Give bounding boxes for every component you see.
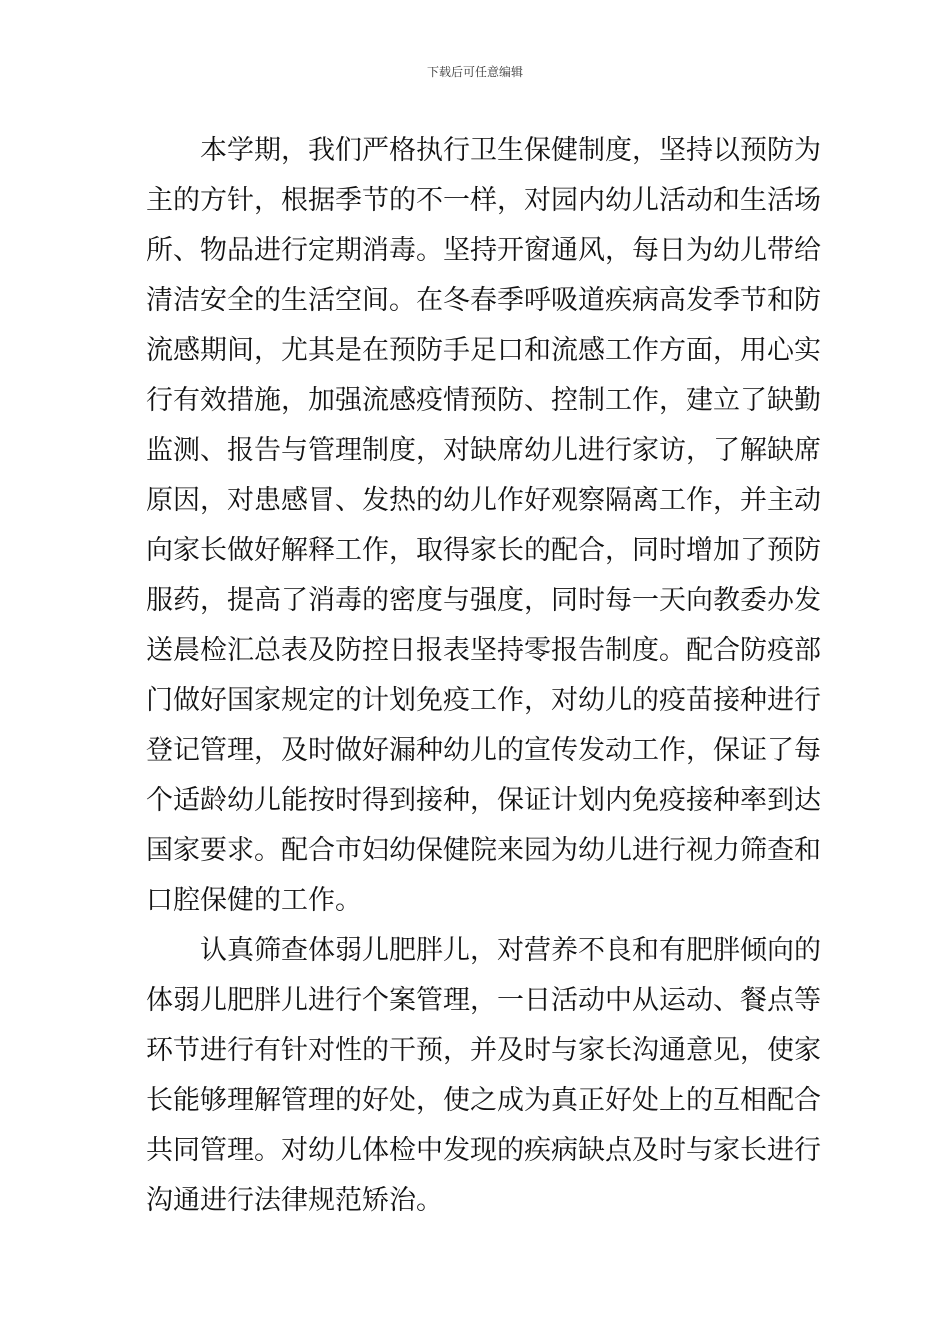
paragraph-line: 本学期，我们严格执行卫生保健制度，坚持以预防为 — [200, 135, 821, 166]
paragraph-line: 清洁安全的生活空间。在冬春季呼吸道疾病高发季节和防 — [146, 285, 821, 316]
paragraph-line: 长能够理解管理的好处，使之成为真正好处上的互相配合 — [146, 1085, 821, 1116]
paragraph-line: 体弱儿肥胖儿进行个案管理，一日活动中从运动、餐点等 — [146, 985, 821, 1016]
paragraph-line: 国家要求。配合市妇幼保健院来园为幼儿进行视力筛查和 — [146, 835, 821, 866]
paragraph-line: 所、物品进行定期消毒。坚持开窗通风，每日为幼儿带给 — [146, 235, 821, 266]
paragraph-line: 送晨检汇总表及防控日报表坚持零报告制度。配合防疫部 — [146, 635, 821, 666]
paragraph-line: 监测、报告与管理制度，对缺席幼儿进行家访，了解缺席 — [146, 435, 821, 466]
paragraph-line: 主的方针，根据季节的不一样，对园内幼儿活动和生活场 — [146, 185, 821, 216]
paragraph-line: 向家长做好解释工作，取得家长的配合，同时增加了预防 — [146, 535, 821, 566]
paragraph-line: 环节进行有针对性的干预，并及时与家长沟通意见，使家 — [146, 1035, 821, 1066]
paragraph-line: 登记管理，及时做好漏种幼儿的宣传发动工作，保证了每 — [146, 735, 821, 766]
paragraph-line: 个适龄幼儿能按时得到接种，保证计划内免疫接种率到达 — [146, 785, 821, 816]
paragraph-line: 流感期间，尤其是在预防手足口和流感工作方面，用心实 — [146, 335, 821, 366]
page-header: 下载后可任意编辑 — [426, 65, 523, 79]
paragraph-hygiene-disinfection — [146, 126, 821, 926]
paragraph-line: 沟通进行法律规范矫治。 — [146, 1185, 443, 1216]
paragraph-line: 口腔保健的工作。 — [146, 885, 362, 916]
paragraph-line: 门做好国家规定的计划免疫工作，对幼儿的疫苗接种进行 — [146, 685, 821, 716]
paragraph-weak-obese-children — [146, 926, 821, 1226]
document-body — [146, 126, 821, 1226]
paragraph-line: 认真筛查体弱儿肥胖儿，对营养不良和有肥胖倾向的 — [200, 935, 821, 966]
paragraph-line: 原因，对患感冒、发热的幼儿作好观察隔离工作，并主动 — [146, 485, 821, 516]
paragraph-line: 行有效措施，加强流感疫情预防、控制工作，建立了缺勤 — [146, 385, 821, 416]
paragraph-line: 共同管理。对幼儿体检中发现的疾病缺点及时与家长进行 — [146, 1135, 821, 1166]
paragraph-line: 服药，提高了消毒的密度与强度，同时每一天向教委办发 — [146, 585, 821, 616]
